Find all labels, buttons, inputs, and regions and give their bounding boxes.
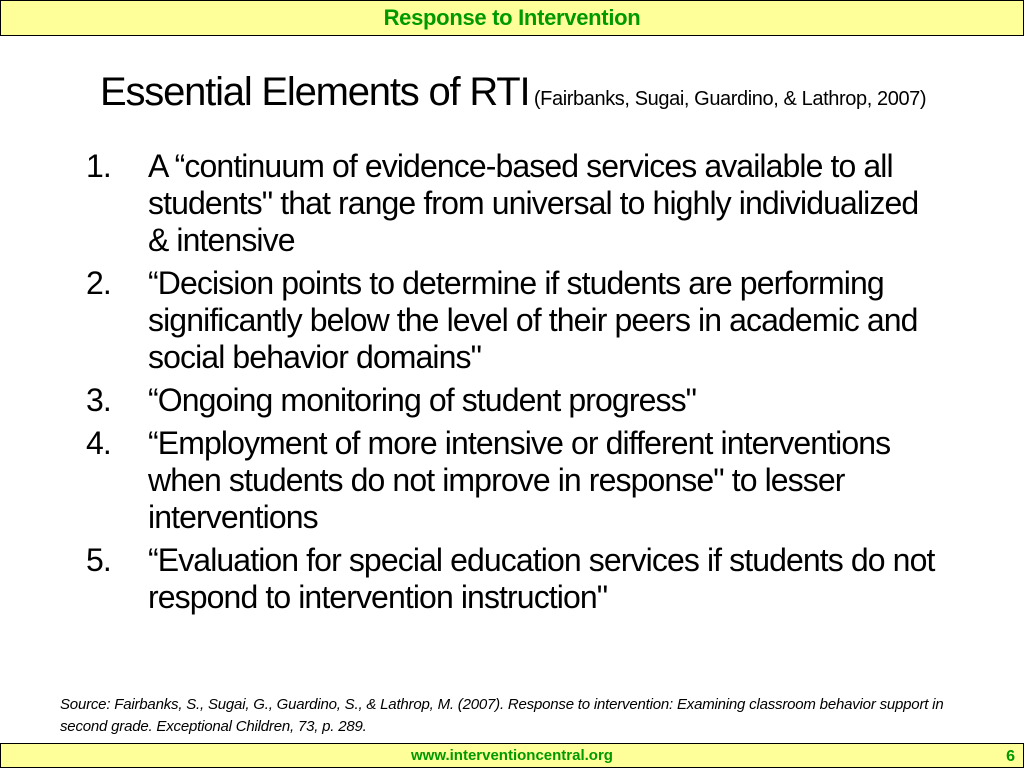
list-item-number: 1.	[86, 148, 111, 184]
footer-banner	[0, 743, 1024, 768]
list-item	[86, 425, 936, 536]
list-item	[86, 542, 936, 616]
list-item-number: 4.	[86, 425, 111, 461]
list-item	[86, 265, 936, 376]
list-item-text: “Ongoing monitoring of student progress"	[148, 382, 697, 418]
footer-url-link[interactable]: www.interventioncentral.org	[411, 747, 613, 764]
list-item-text: “Decision points to determine if students are performing significantly below the level of their peers in academic and social behavior domains"	[148, 265, 918, 375]
list-item-text: “Employment of more intensive or different interventions when students do not improve in response" to lesser interventions	[148, 425, 891, 535]
list-item	[86, 148, 936, 259]
slide-title-main: Essential Elements of RTI	[100, 70, 530, 114]
list-item-text: A “continuum of evidence-based services available to all students" that range from universal to highly individualized & intensive	[148, 148, 919, 258]
header-banner-text: Response to Intervention	[383, 5, 641, 30]
list-item-text: “Evaluation for special education services if students do not respond to intervention instruction"	[148, 542, 935, 615]
page-number: 6	[1006, 748, 1015, 765]
header-banner	[0, 0, 1024, 36]
slide-title-citation: (Fairbanks, Sugai, Guardino, & Lathrop, 2007)	[533, 88, 927, 110]
list-item-number: 5.	[86, 542, 111, 578]
list-item-number: 3.	[86, 382, 111, 418]
list-item-number: 2.	[86, 265, 111, 301]
slide-title	[100, 70, 1000, 115]
list-item	[86, 382, 936, 419]
essential-elements-list	[86, 148, 936, 622]
source-citation: Source: Fairbanks, S., Sugai, G., Guardino, S., & Lathrop, M. (2007). Response to intervention: Examining classroom behavior support in second grade. Exceptional Children, 73, p. 289.	[60, 696, 944, 735]
